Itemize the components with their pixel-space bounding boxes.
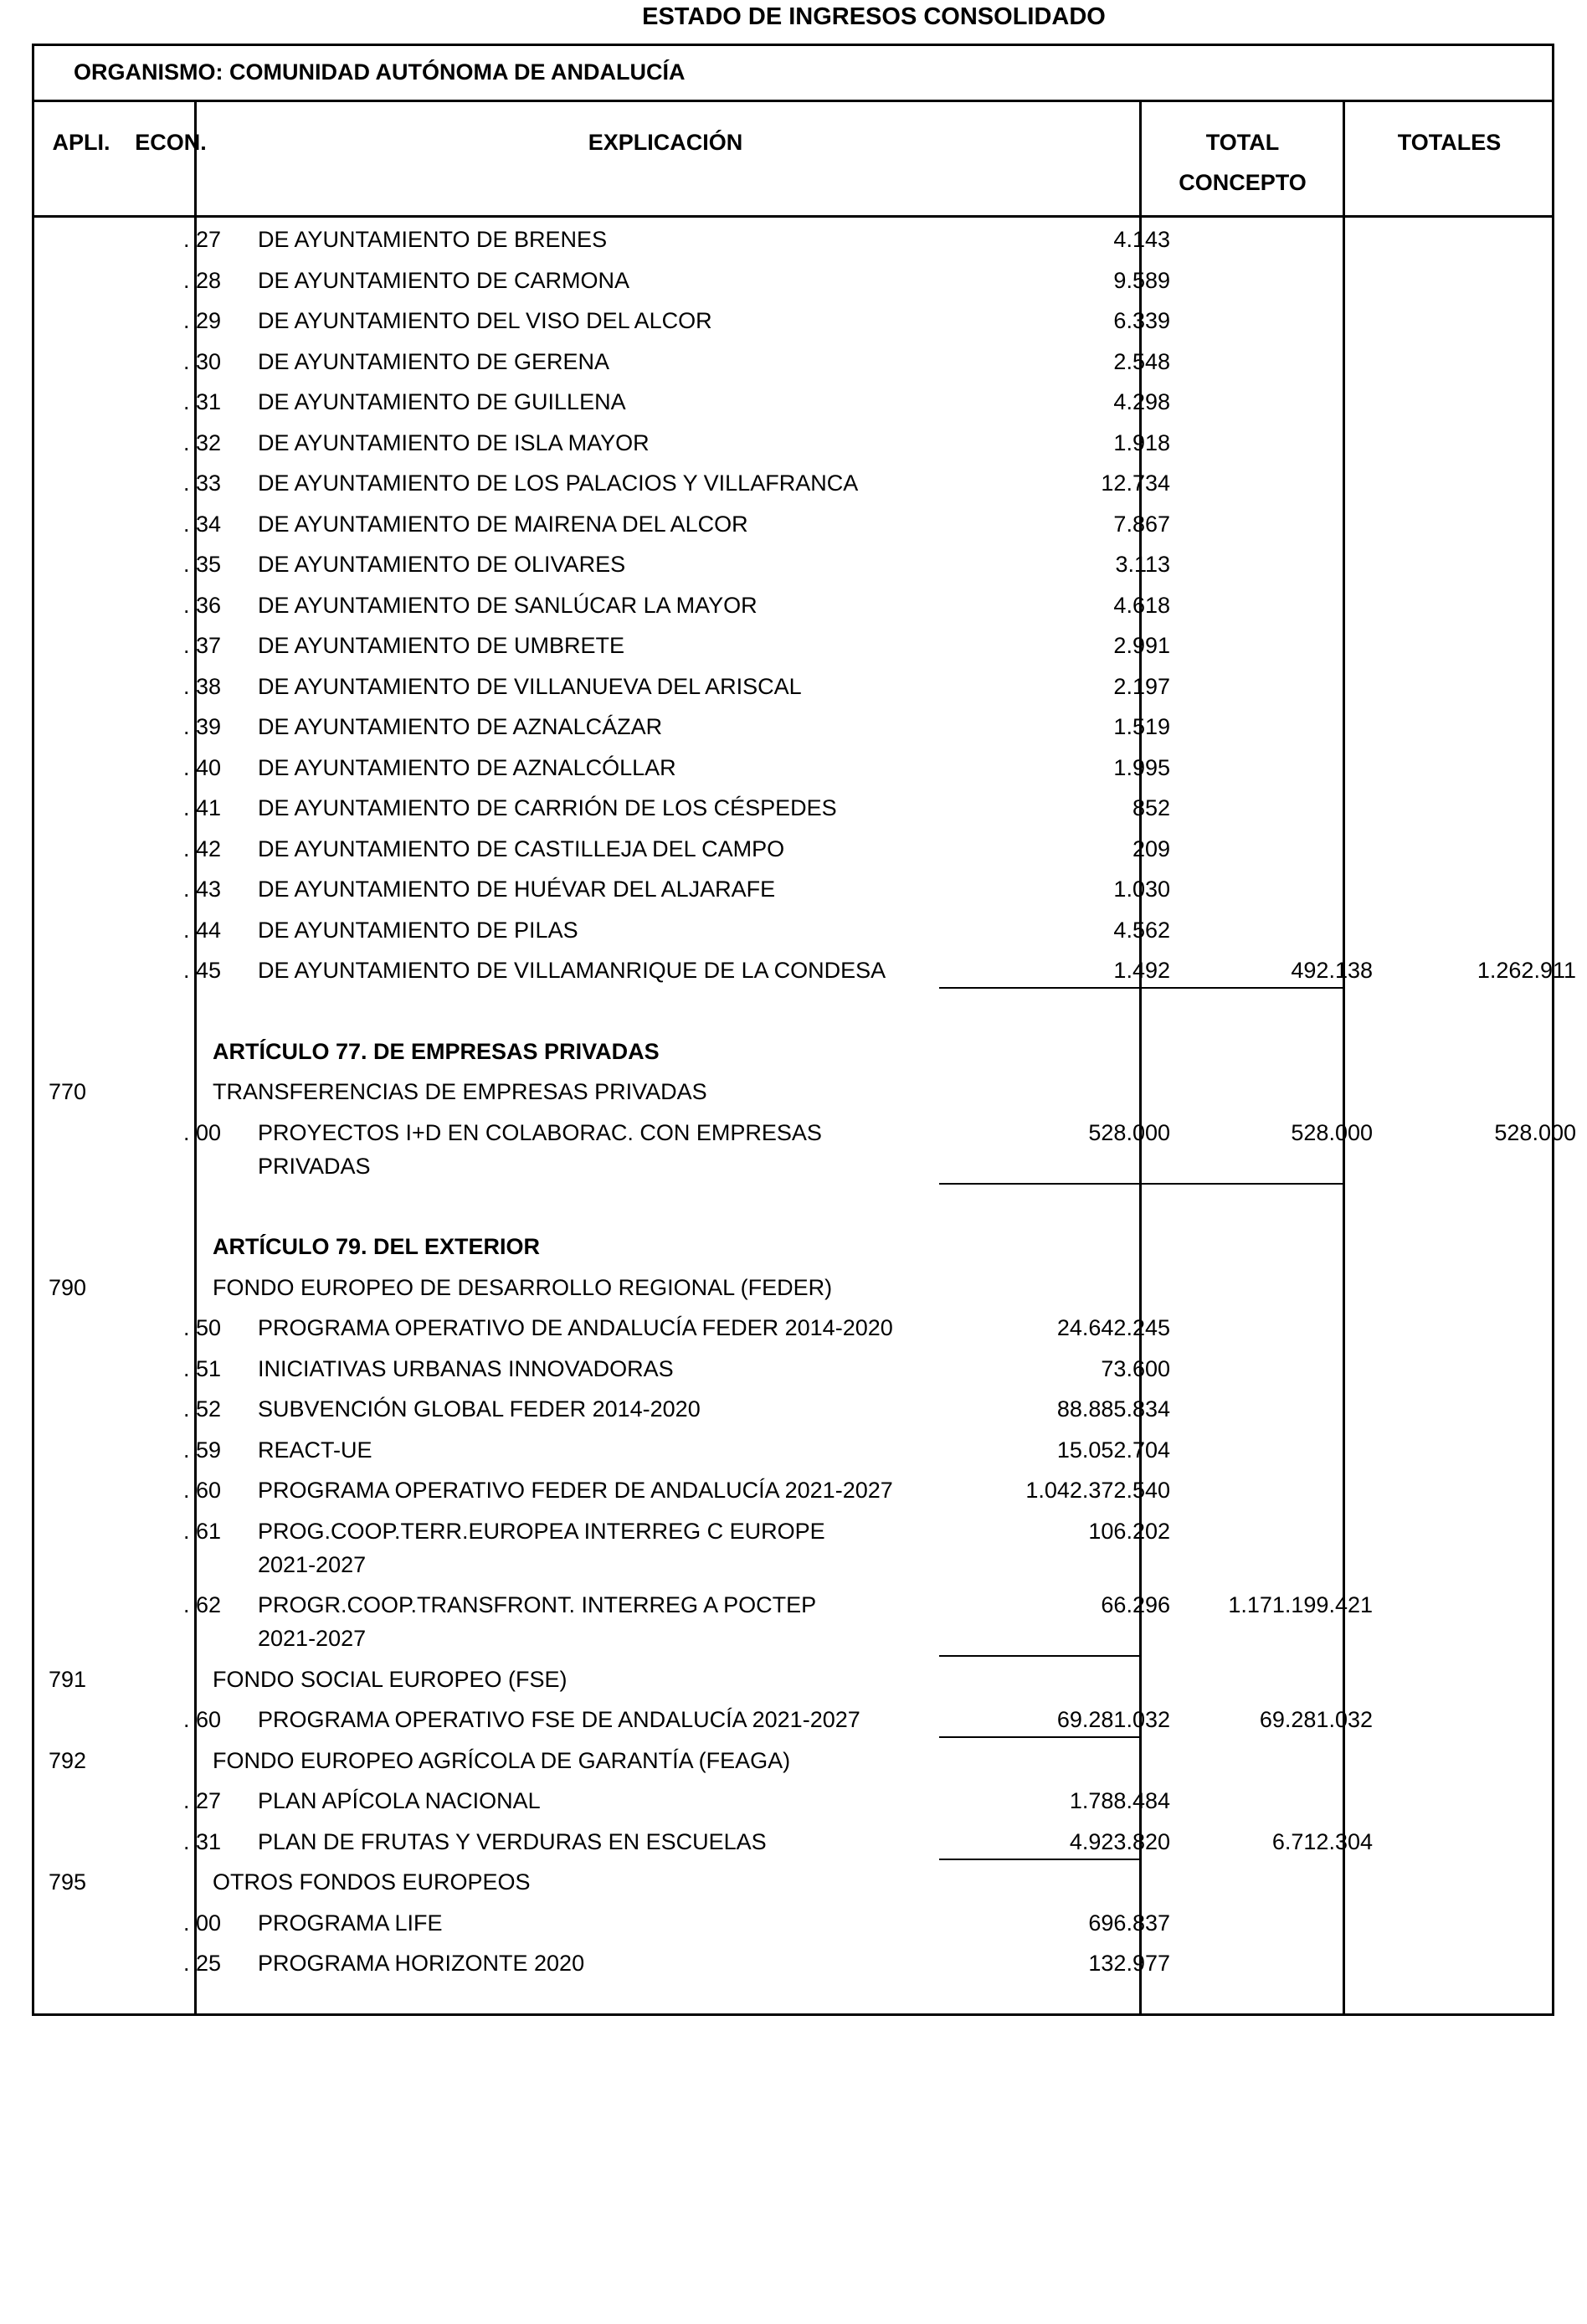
importe-value: 4.618	[1113, 592, 1170, 618]
explicacion-text: DE AYUNTAMIENTO DE VILLANUEVA DEL ARISCAL	[258, 673, 802, 699]
econ-code: . 41	[182, 795, 221, 820]
econ-code: . 32	[182, 429, 221, 455]
importe-value: 4.562	[1113, 917, 1170, 943]
importe-value: 2.197	[1113, 673, 1170, 699]
explicacion-text: PROGRAMA LIFE	[258, 1910, 443, 1936]
importe-value: 69.281.032	[1056, 1707, 1170, 1732]
header-total-concepto-line1: TOTAL	[1205, 130, 1280, 155]
explicacion-text: FONDO EUROPEO AGRÍCOLA DE GARANTÍA (FEAGA)	[213, 1747, 791, 1773]
article-title: ARTÍCULO 77. DE EMPRESAS PRIVADAS	[213, 1038, 660, 1064]
explicacion-text: REACT-UE	[258, 1437, 372, 1463]
explicacion-text: DE AYUNTAMIENTO DE MAIRENA DEL ALCOR	[258, 511, 748, 537]
totales-value: 1.262.911	[1477, 958, 1576, 983]
explicacion-text: SUBVENCIÓN GLOBAL FEDER 2014-2020	[258, 1396, 701, 1422]
importe-value: 696.837	[1088, 1910, 1170, 1936]
econ-code: . 60	[182, 1478, 221, 1503]
table-header	[32, 102, 1554, 218]
header-total-concepto	[1141, 102, 1344, 215]
explicacion-text: DE AYUNTAMIENTO DE UMBRETE	[258, 633, 625, 658]
econ-code: . 27	[182, 1788, 221, 1813]
explicacion-text: DE AYUNTAMIENTO DE BRENES	[258, 227, 608, 252]
importe-value: 66.296	[1101, 1592, 1170, 1617]
explicacion-text: DE AYUNTAMIENTO DE AZNALCÓLLAR	[258, 754, 676, 780]
econ-code: . 28	[182, 267, 221, 293]
header-total-concepto-line2: CONCEPTO	[1179, 170, 1307, 195]
econ-code: . 50	[182, 1315, 221, 1340]
explicacion-text: DE AYUNTAMIENTO DE GUILLENA	[258, 389, 626, 414]
econ-code: . 60	[182, 1707, 221, 1732]
explicacion-text: PROG.COOP.TERR.EUROPEA INTERREG C EUROPE	[258, 1518, 825, 1544]
subtotal-rule-total-concepto	[1141, 1183, 1344, 1185]
explicacion-text: PROGRAMA OPERATIVO FSE DE ANDALUCÍA 2021-2027	[258, 1707, 860, 1732]
importe-value: 12.734	[1101, 470, 1170, 496]
explicacion-text: PROYECTOS I+D EN COLABORAC. CON EMPRESAS	[258, 1119, 822, 1145]
importe-value: 2.548	[1113, 348, 1170, 374]
econ-code: . 25	[182, 1951, 221, 1976]
econ-code: . 35	[182, 552, 221, 577]
explicacion-text: DE AYUNTAMIENTO DEL VISO DEL ALCOR	[258, 308, 712, 333]
header-explicacion: EXPLICACIÓN	[588, 130, 743, 155]
econ-code: . 62	[182, 1592, 221, 1617]
explicacion-text: PROGR.COOP.TRANSFRONT. INTERREG A POCTEP	[258, 1592, 817, 1617]
explicacion-text: DE AYUNTAMIENTO DE LOS PALACIOS Y VILLAFRANCA	[258, 470, 859, 496]
explicacion-text-continued: 2021-2027	[258, 1626, 367, 1651]
total-concepto-value: 1.171.199.421	[1228, 1592, 1373, 1617]
subtotal-rule-importe	[939, 1655, 1140, 1657]
total-concepto-value: 6.712.304	[1271, 1828, 1373, 1854]
explicacion-text: PROGRAMA OPERATIVO DE ANDALUCÍA FEDER 2014-2020	[258, 1315, 893, 1340]
subtotal-rule-importe	[939, 987, 1140, 989]
explicacion-text: DE AYUNTAMIENTO DE OLIVARES	[258, 552, 626, 577]
importe-value: 15.052.704	[1056, 1437, 1170, 1463]
econ-code: . 59	[182, 1437, 221, 1463]
econ-code: . 43	[182, 877, 221, 902]
importe-value: 9.589	[1113, 267, 1170, 293]
explicacion-text: DE AYUNTAMIENTO DE VILLAMANRIQUE DE LA CONDESA	[258, 958, 886, 983]
apli-code: 791	[49, 1666, 87, 1692]
econ-code: . 33	[182, 470, 221, 496]
total-concepto-value: 528.000	[1291, 1119, 1373, 1145]
econ-code: . 00	[182, 1910, 221, 1936]
apli-code: 795	[49, 1869, 87, 1895]
explicacion-text: DE AYUNTAMIENTO DE HUÉVAR DEL ALJARAFE	[258, 877, 776, 902]
explicacion-text-continued: 2021-2027	[258, 1551, 367, 1577]
importe-value: 2.991	[1113, 633, 1170, 658]
econ-code: . 61	[182, 1518, 221, 1544]
explicacion-text: PROGRAMA OPERATIVO FEDER DE ANDALUCÍA 2021-2027	[258, 1478, 893, 1503]
explicacion-text: OTROS FONDOS EUROPEOS	[213, 1869, 531, 1895]
importe-value: 132.977	[1088, 1951, 1170, 1976]
subtotal-rule-total-concepto	[1141, 987, 1344, 989]
total-concepto-value: 69.281.032	[1259, 1707, 1373, 1732]
econ-code: . 44	[182, 917, 221, 943]
explicacion-text: FONDO EUROPEO DE DESARROLLO REGIONAL (FEDER)	[213, 1274, 833, 1300]
econ-code: . 00	[182, 1119, 221, 1145]
econ-code: . 42	[182, 836, 221, 861]
importe-value: 1.519	[1113, 714, 1170, 739]
explicacion-text: TRANSFERENCIAS DE EMPRESAS PRIVADAS	[213, 1079, 707, 1104]
econ-code: . 51	[182, 1355, 221, 1381]
organismo-row	[32, 44, 1554, 102]
econ-code: . 37	[182, 633, 221, 658]
econ-code: . 52	[182, 1396, 221, 1422]
importe-value: 106.202	[1088, 1518, 1170, 1544]
importe-value: 1.042.372.540	[1025, 1478, 1170, 1503]
explicacion-text: DE AYUNTAMIENTO DE GERENA	[258, 348, 610, 374]
econ-code: . 40	[182, 754, 221, 780]
importe-value: 1.918	[1113, 429, 1170, 455]
header-apli: APLI.	[52, 130, 110, 155]
importe-value: 1.995	[1113, 754, 1170, 780]
explicacion-text: FONDO SOCIAL EUROPEO (FSE)	[213, 1666, 568, 1692]
importe-value: 6.339	[1113, 308, 1170, 333]
explicacion-text: DE AYUNTAMIENTO DE SANLÚCAR LA MAYOR	[258, 592, 758, 618]
importe-value: 88.885.834	[1056, 1396, 1170, 1422]
importe-value: 1.030	[1113, 877, 1170, 902]
importe-value: 1.492	[1113, 958, 1170, 983]
total-concepto-value: 492.138	[1291, 958, 1373, 983]
econ-code: . 27	[182, 227, 221, 252]
econ-code: . 36	[182, 592, 221, 618]
econ-code: . 39	[182, 714, 221, 739]
explicacion-text: DE AYUNTAMIENTO DE PILAS	[258, 917, 578, 943]
explicacion-text: DE AYUNTAMIENTO DE CARRIÓN DE LOS CÉSPEDES	[258, 795, 837, 820]
apli-code: 792	[49, 1747, 87, 1773]
header-econ: ECON.	[135, 130, 207, 155]
importe-value: 7.867	[1113, 511, 1170, 537]
econ-code: . 38	[182, 673, 221, 699]
importe-value: 528.000	[1088, 1119, 1170, 1145]
explicacion-text-continued: PRIVADAS	[258, 1153, 371, 1179]
importe-value: 24.642.245	[1056, 1315, 1170, 1340]
econ-code: . 34	[182, 511, 221, 537]
explicacion-text: PLAN DE FRUTAS Y VERDURAS EN ESCUELAS	[258, 1828, 767, 1854]
document-title: ESTADO DE INGRESOS CONSOLIDADO	[642, 3, 1106, 30]
importe-value: 73.600	[1101, 1355, 1170, 1381]
explicacion-text: PROGRAMA HORIZONTE 2020	[258, 1951, 585, 1976]
organismo-label: ORGANISMO: COMUNIDAD AUTÓNOMA DE ANDALUCÍA	[74, 59, 686, 85]
totales-value: 528.000	[1494, 1119, 1576, 1145]
apli-code: 790	[49, 1274, 87, 1300]
econ-code: . 31	[182, 1828, 221, 1854]
apli-code: 770	[49, 1079, 87, 1104]
explicacion-text: INICIATIVAS URBANAS INNOVADORAS	[258, 1355, 674, 1381]
explicacion-text: DE AYUNTAMIENTO DE ISLA MAYOR	[258, 429, 650, 455]
article-title: ARTÍCULO 79. DEL EXTERIOR	[213, 1234, 541, 1259]
econ-code: . 45	[182, 958, 221, 983]
importe-value: 4.143	[1113, 227, 1170, 252]
importe-value: 209	[1132, 836, 1170, 861]
header-totales: TOTALES	[1397, 130, 1502, 155]
importe-value: 3.113	[1115, 552, 1170, 577]
econ-code: . 29	[182, 308, 221, 333]
importe-value: 4.923.820	[1069, 1828, 1170, 1854]
subtotal-rule-importe	[939, 1736, 1140, 1738]
importe-value: 4.298	[1113, 389, 1170, 414]
econ-code: . 31	[182, 389, 221, 414]
importe-value: 852	[1132, 795, 1170, 820]
explicacion-text: PLAN APÍCOLA NACIONAL	[258, 1788, 541, 1813]
subtotal-rule-importe	[939, 1183, 1140, 1185]
subtotal-rule-importe	[939, 1859, 1140, 1860]
importe-value: 1.788.484	[1069, 1788, 1170, 1813]
explicacion-text: DE AYUNTAMIENTO DE CASTILLEJA DEL CAMPO	[258, 836, 785, 861]
explicacion-text: DE AYUNTAMIENTO DE AZNALCÁZAR	[258, 714, 663, 739]
explicacion-text: DE AYUNTAMIENTO DE CARMONA	[258, 267, 630, 293]
econ-code: . 30	[182, 348, 221, 374]
